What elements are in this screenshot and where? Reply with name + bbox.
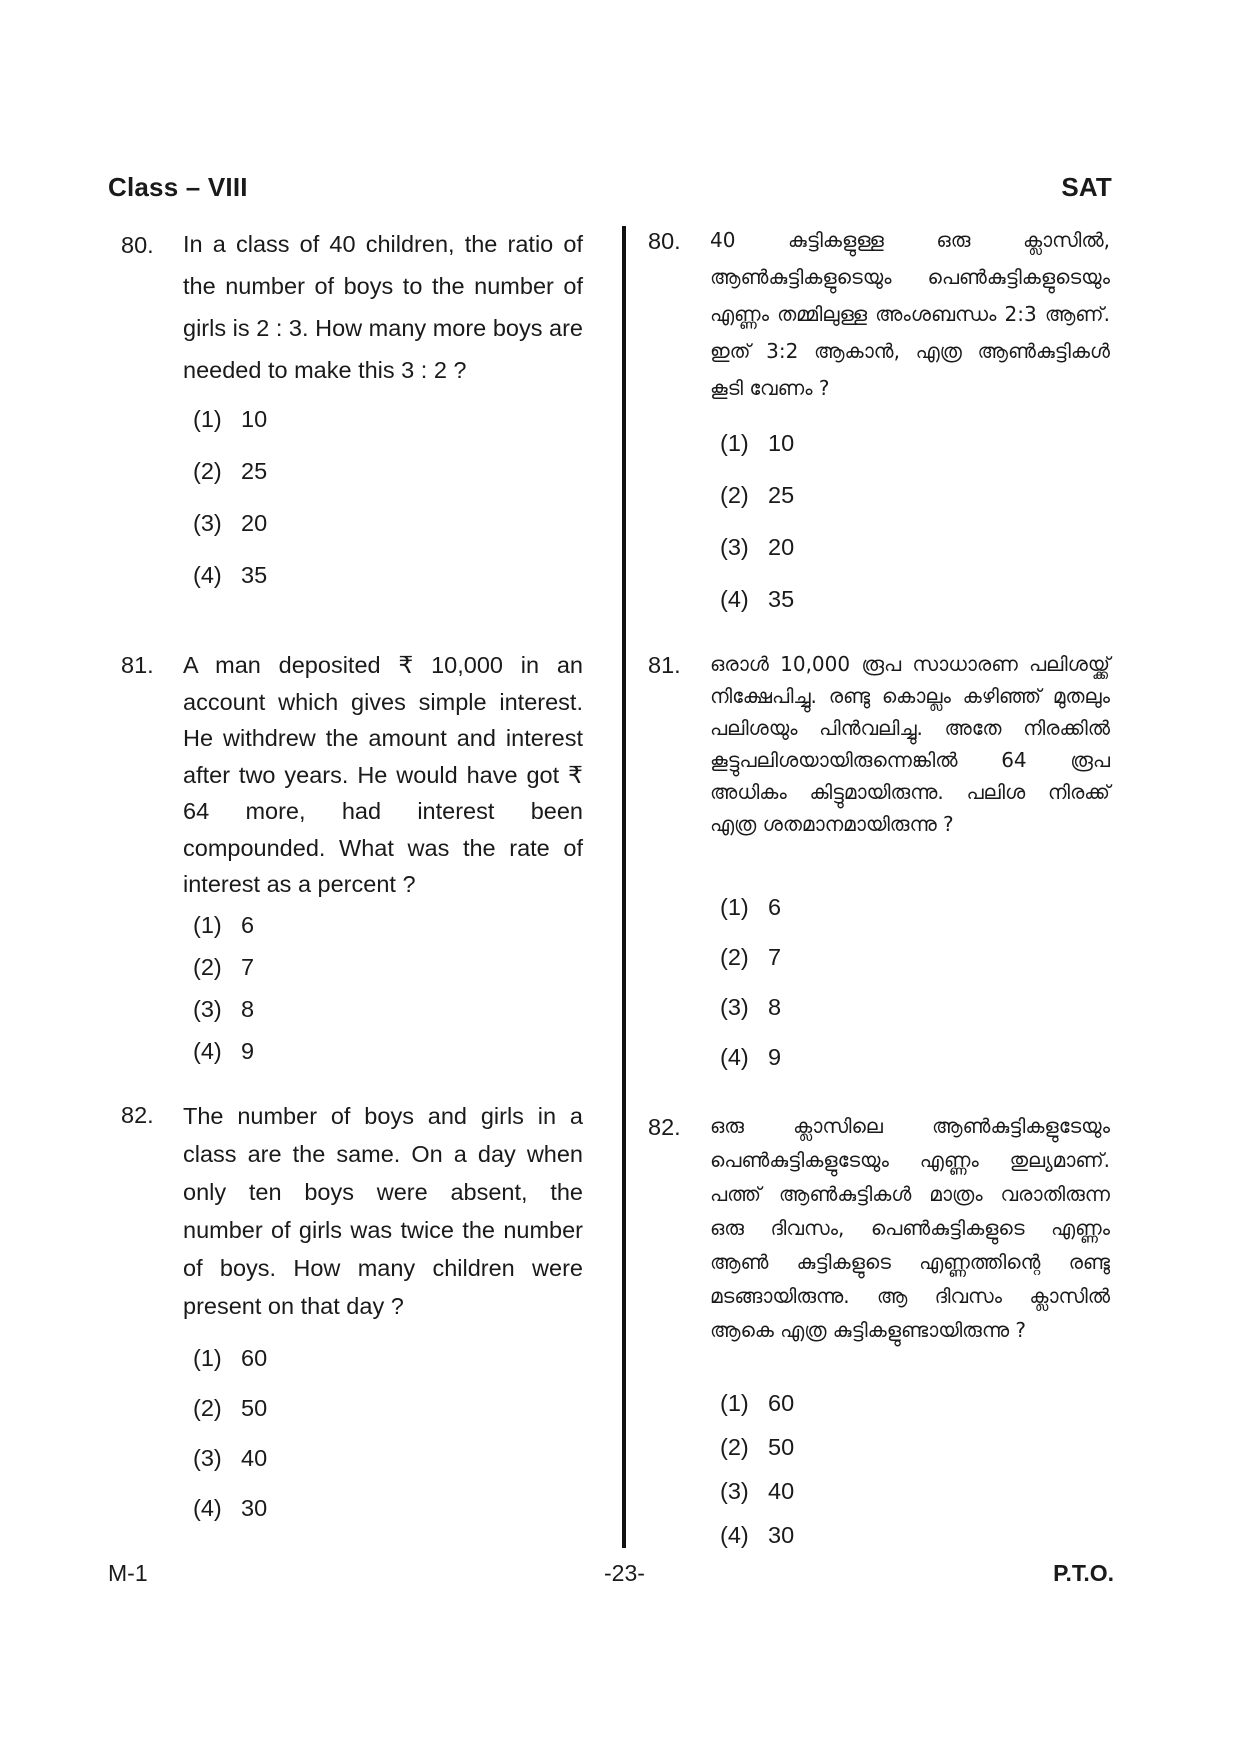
option-1[interactable] bbox=[720, 1392, 794, 1416]
option-value: 25 bbox=[768, 482, 795, 508]
option-value: 60 bbox=[241, 1345, 268, 1371]
option-label: (2) bbox=[720, 1434, 749, 1460]
question-text: In a class of 40 children, the ratio of the number of boys to the number of girls is 2 : 3. How many more boys are needed to make this 3 : 2 ? bbox=[183, 231, 583, 383]
option-value: 35 bbox=[768, 586, 795, 612]
option-value: 10 bbox=[768, 430, 795, 456]
option-value: 6 bbox=[241, 912, 255, 938]
option-3[interactable] bbox=[720, 536, 794, 560]
page-number: -23- bbox=[604, 1560, 645, 1586]
option-value: 20 bbox=[241, 510, 268, 536]
option-3[interactable] bbox=[193, 1447, 267, 1471]
option-value: 30 bbox=[768, 1522, 795, 1548]
option-value: 50 bbox=[241, 1395, 268, 1421]
exam-label: SAT bbox=[1061, 172, 1112, 202]
option-value: 8 bbox=[768, 994, 782, 1020]
question-number: 80. bbox=[121, 232, 154, 258]
option-label: (1) bbox=[193, 406, 222, 432]
option-1[interactable] bbox=[720, 896, 781, 920]
option-value: 7 bbox=[768, 944, 782, 970]
question-text: A man deposited ₹ 10,000 in an account which gives simple interest. He withdrew the amount and interest after two years. He would have got ₹ 64 more, had interest been compounded. What was the rate of interest as a percent ? bbox=[183, 652, 583, 897]
option-label: (3) bbox=[193, 510, 222, 536]
option-1[interactable] bbox=[193, 1347, 267, 1371]
option-4[interactable] bbox=[193, 1497, 267, 1521]
option-label: (1) bbox=[720, 894, 749, 920]
option-4[interactable] bbox=[720, 588, 794, 612]
option-label: (3) bbox=[720, 994, 749, 1020]
option-value: 35 bbox=[241, 562, 268, 588]
option-label: (2) bbox=[193, 458, 222, 484]
option-label: (3) bbox=[193, 996, 222, 1022]
option-3[interactable] bbox=[720, 996, 781, 1020]
option-value: 40 bbox=[241, 1445, 268, 1471]
option-value: 50 bbox=[768, 1434, 795, 1460]
question-number: 82. bbox=[121, 1102, 154, 1128]
page-code: M-1 bbox=[108, 1560, 148, 1586]
option-1[interactable] bbox=[193, 914, 254, 938]
option-2[interactable] bbox=[193, 460, 267, 484]
question-number: 82. bbox=[648, 1114, 681, 1140]
option-label: (2) bbox=[720, 482, 749, 508]
question-text: 40 കുട്ടികളുള്ള ഒരു ക്ലാസിൽ, ആൺകുട്ടികളുടെയും പെൺകുട്ടികളുടെയും എണ്ണം തമ്മിലുള്ള അംശബന്ധം 2:3 ആണ്. ഇത് 3:2 ആകാൻ, എത്ര ആൺകുട്ടികൾ കൂടി വേണം ? bbox=[710, 228, 1110, 400]
option-3[interactable] bbox=[193, 998, 254, 1022]
pto-label: P.T.O. bbox=[1053, 1560, 1114, 1586]
question-text: ഒരു ക്ലാസിലെ ആൺകുട്ടികളുടേയും പെൺകുട്ടികളുടേയും എണ്ണം തുല്യമാണ്. പത്ത് ആൺകുട്ടികൾ മാത്രം വരാതിരുന്ന ഒരു ദിവസം, പെൺകുട്ടികളുടെ എണ്ണം ആൺ കുട്ടികളുടെ എണ്ണത്തിന്റെ രണ്ടു മടങ്ങായിരുന്നു. ആ ദിവസം ക്ലാസിൽ ആകെ എത്ര കുട്ടികളുണ്ടായിരുന്നു ? bbox=[710, 1114, 1110, 1342]
option-label: (2) bbox=[720, 944, 749, 970]
class-label: Class – VIII bbox=[108, 172, 248, 202]
option-label: (4) bbox=[720, 1522, 749, 1548]
option-label: (4) bbox=[193, 1495, 222, 1521]
question-number: 81. bbox=[121, 652, 154, 678]
option-label: (4) bbox=[720, 1044, 749, 1070]
option-4[interactable] bbox=[720, 1046, 781, 1070]
option-label: (4) bbox=[193, 562, 222, 588]
option-2[interactable] bbox=[720, 946, 781, 970]
option-label: (2) bbox=[193, 1395, 222, 1421]
option-4[interactable] bbox=[193, 564, 267, 588]
option-label: (2) bbox=[193, 954, 222, 980]
option-label: (3) bbox=[193, 1445, 222, 1471]
option-2[interactable] bbox=[193, 956, 254, 980]
option-label: (3) bbox=[720, 1478, 749, 1504]
option-label: (4) bbox=[720, 586, 749, 612]
option-label: (4) bbox=[193, 1038, 222, 1064]
option-value: 10 bbox=[241, 406, 268, 432]
option-label: (1) bbox=[193, 1345, 222, 1371]
option-value: 40 bbox=[768, 1478, 795, 1504]
option-3[interactable] bbox=[193, 512, 267, 536]
option-label: (1) bbox=[193, 912, 222, 938]
option-4[interactable] bbox=[720, 1524, 794, 1548]
option-value: 20 bbox=[768, 534, 795, 560]
column-divider bbox=[622, 226, 626, 1548]
question-text: The number of boys and girls in a class are the same. On a day when only ten boys were absent, the number of girls was twice the number of boys. How many children were present on that day ? bbox=[183, 1103, 583, 1319]
option-2[interactable] bbox=[720, 484, 794, 508]
option-4[interactable] bbox=[193, 1040, 254, 1064]
option-value: 25 bbox=[241, 458, 268, 484]
option-3[interactable] bbox=[720, 1480, 794, 1504]
question-number: 80. bbox=[648, 228, 681, 254]
option-2[interactable] bbox=[720, 1436, 794, 1460]
option-value: 9 bbox=[768, 1044, 782, 1070]
option-value: 30 bbox=[241, 1495, 268, 1521]
option-value: 6 bbox=[768, 894, 782, 920]
option-value: 9 bbox=[241, 1038, 255, 1064]
option-value: 7 bbox=[241, 954, 255, 980]
option-label: (1) bbox=[720, 430, 749, 456]
option-label: (1) bbox=[720, 1390, 749, 1416]
option-value: 8 bbox=[241, 996, 255, 1022]
option-1[interactable] bbox=[193, 408, 267, 432]
option-value: 60 bbox=[768, 1390, 795, 1416]
question-number: 81. bbox=[648, 652, 681, 678]
option-label: (3) bbox=[720, 534, 749, 560]
option-2[interactable] bbox=[193, 1397, 267, 1421]
option-1[interactable] bbox=[720, 432, 794, 456]
question-text: ഒരാൾ 10,000 രൂപ സാധാരണ പലിശയ്ക്ക് നിക്ഷേപിച്ചു. രണ്ടു കൊല്ലം കഴിഞ്ഞ് മുതലും പലിശയും പിൻവലിച്ചു. അതേ നിരക്കിൽ കൂട്ടുപലിശയായിരുന്നെങ്കിൽ 64 രൂപ അധികം കിട്ടുമായിരുന്നു. പലിശ നിരക്ക് എത്ര ശതമാനമായിരുന്നു ? bbox=[710, 652, 1110, 836]
